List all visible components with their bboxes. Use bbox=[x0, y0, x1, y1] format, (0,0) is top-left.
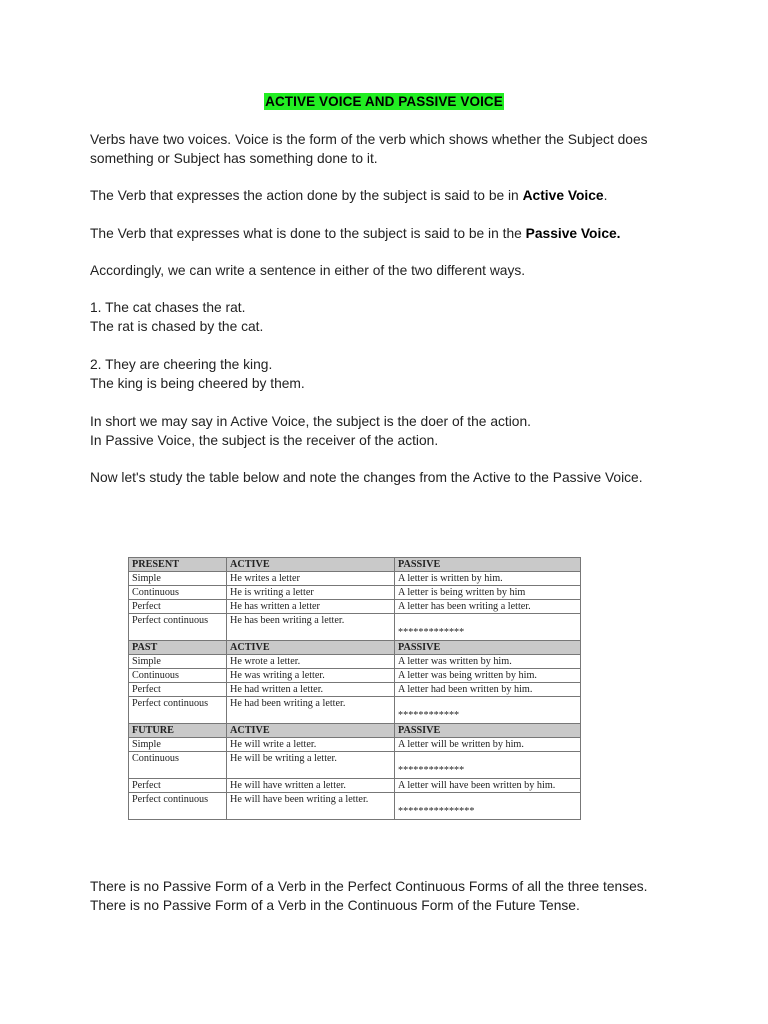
active-cell: He has been writing a letter. bbox=[227, 614, 395, 641]
tense-cell: Perfect continuous bbox=[129, 697, 227, 724]
table-row bbox=[129, 683, 581, 697]
active-def-period: . bbox=[603, 188, 608, 203]
example-2-passive: The king is being cheered by them. bbox=[90, 376, 305, 391]
header-cell: PAST bbox=[129, 641, 227, 655]
passive-definition bbox=[90, 224, 690, 243]
passive-def-text: The Verb that expresses what is done to the subject is said to be in the bbox=[90, 226, 526, 241]
no-passive-marker: *************** bbox=[398, 806, 475, 817]
active-cell: He had written a letter. bbox=[227, 683, 395, 697]
tense-cell: Simple bbox=[129, 572, 227, 586]
active-cell: He will have written a letter. bbox=[227, 779, 395, 793]
table-header-present bbox=[129, 558, 581, 572]
tense-cell: Perfect continuous bbox=[129, 793, 227, 820]
active-cell: He had been writing a letter. bbox=[227, 697, 395, 724]
active-cell: He writes a letter bbox=[227, 572, 395, 586]
intro-line-2: something or Subject has something done to it. bbox=[90, 151, 378, 166]
no-passive-marker: ************* bbox=[398, 627, 465, 638]
summary-active: In short we may say in Active Voice, the subject is the doer of the action. bbox=[90, 414, 531, 429]
passive-cell: A letter was being written by him. bbox=[395, 669, 581, 683]
active-definition bbox=[90, 186, 690, 205]
summary-paragraph bbox=[90, 412, 690, 450]
passive-cell: A letter had been written by him. bbox=[395, 683, 581, 697]
tense-cell: Continuous bbox=[129, 586, 227, 600]
note-future-continuous: There is no Passive Form of a Verb in the Continuous Form of the Future Tense. bbox=[90, 898, 580, 913]
tense-cell: Perfect bbox=[129, 600, 227, 614]
passive-cell: A letter will be written by him. bbox=[395, 738, 581, 752]
example-2-active: 2. They are cheering the king. bbox=[90, 357, 273, 372]
intro-paragraph bbox=[90, 130, 690, 168]
header-cell: PRESENT bbox=[129, 558, 227, 572]
example-2 bbox=[90, 355, 690, 393]
header-cell: ACTIVE bbox=[227, 641, 395, 655]
tense-cell: Perfect continuous bbox=[129, 614, 227, 641]
passive-cell bbox=[395, 793, 581, 820]
active-voice-term: Active Voice bbox=[522, 188, 604, 203]
header-cell: PASSIVE bbox=[395, 724, 581, 738]
accordingly-paragraph: Accordingly, we can write a sentence in either of the two different ways. bbox=[90, 263, 526, 278]
passive-cell bbox=[395, 614, 581, 641]
table-row bbox=[129, 600, 581, 614]
active-cell: He is writing a letter bbox=[227, 586, 395, 600]
title-row bbox=[0, 93, 768, 111]
closing-notes bbox=[90, 877, 690, 915]
active-def-text: The Verb that expresses the action done by the subject is said to be in bbox=[90, 188, 523, 203]
table-row bbox=[129, 793, 581, 820]
table-row bbox=[129, 697, 581, 724]
table-row bbox=[129, 669, 581, 683]
header-cell: FUTURE bbox=[129, 724, 227, 738]
voice-table bbox=[128, 557, 581, 820]
active-cell: He will write a letter. bbox=[227, 738, 395, 752]
table-row bbox=[129, 586, 581, 600]
table-row bbox=[129, 614, 581, 641]
tense-cell: Continuous bbox=[129, 752, 227, 779]
document-title: ACTIVE VOICE AND PASSIVE VOICE bbox=[265, 94, 503, 109]
passive-cell: A letter is being written by him bbox=[395, 586, 581, 600]
table-row bbox=[129, 779, 581, 793]
passive-cell: A letter has been writing a letter. bbox=[395, 600, 581, 614]
intro-line-1: Verbs have two voices. Voice is the form of the verb which shows whether the Subject does bbox=[90, 132, 648, 147]
table-row bbox=[129, 655, 581, 669]
tense-cell: Simple bbox=[129, 738, 227, 752]
tense-cell: Perfect bbox=[129, 683, 227, 697]
summary-passive: In Passive Voice, the subject is the receiver of the action. bbox=[90, 433, 439, 448]
study-paragraph: Now let's study the table below and note the changes from the Active to the Passive Voice. bbox=[90, 470, 643, 485]
table-header-future bbox=[129, 724, 581, 738]
example-1-passive: The rat is chased by the cat. bbox=[90, 319, 264, 334]
passive-cell bbox=[395, 752, 581, 779]
passive-cell: A letter will have been written by him. bbox=[395, 779, 581, 793]
passive-cell: A letter is written by him. bbox=[395, 572, 581, 586]
header-cell: ACTIVE bbox=[227, 724, 395, 738]
active-cell: He wrote a letter. bbox=[227, 655, 395, 669]
tense-cell: Continuous bbox=[129, 669, 227, 683]
table-row bbox=[129, 572, 581, 586]
no-passive-marker: ************* bbox=[398, 765, 465, 776]
header-cell: PASSIVE bbox=[395, 641, 581, 655]
header-cell: ACTIVE bbox=[227, 558, 395, 572]
table-row bbox=[129, 738, 581, 752]
example-1-active: 1. The cat chases the rat. bbox=[90, 300, 246, 315]
active-cell: He will have been writing a letter. bbox=[227, 793, 395, 820]
passive-cell bbox=[395, 697, 581, 724]
note-perfect-continuous: There is no Passive Form of a Verb in the Perfect Continuous Forms of all the three tenses. bbox=[90, 879, 648, 894]
no-passive-marker: ************ bbox=[398, 710, 460, 721]
passive-cell: A letter was written by him. bbox=[395, 655, 581, 669]
example-1 bbox=[90, 298, 690, 336]
tense-cell: Perfect bbox=[129, 779, 227, 793]
tense-cell: Simple bbox=[129, 655, 227, 669]
active-cell: He was writing a letter. bbox=[227, 669, 395, 683]
table-header-past bbox=[129, 641, 581, 655]
passive-voice-term: Passive Voice. bbox=[525, 226, 621, 241]
table-row bbox=[129, 752, 581, 779]
active-cell: He will be writing a letter. bbox=[227, 752, 395, 779]
header-cell: PASSIVE bbox=[395, 558, 581, 572]
active-cell: He has written a letter bbox=[227, 600, 395, 614]
